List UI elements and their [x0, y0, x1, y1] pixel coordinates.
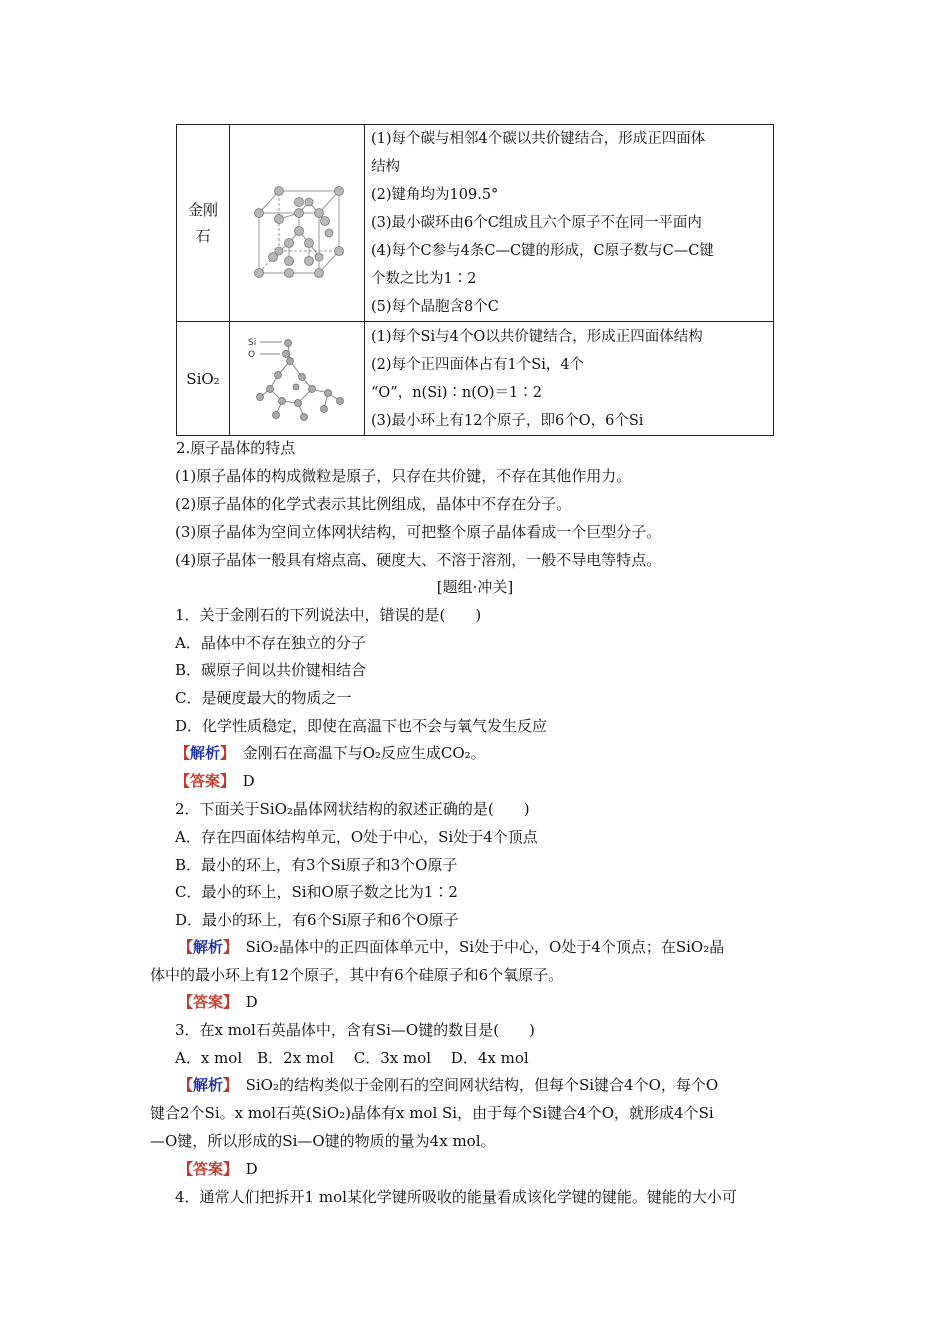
- q3-options: A．x mol B．2x mol C．3x mol D．4x mol: [175, 1049, 529, 1067]
- crystal-name-diamond: 金刚 石: [177, 125, 230, 322]
- q2-stem: 2．下面关于SiO₂晶体网状结构的叙述正确的是( ): [175, 800, 530, 818]
- q1-option-c: C．是硬度最大的物质之一: [175, 689, 352, 707]
- q2-analysis-line-2: 体中的最小环上有12个原子，其中有6个硅原子和6个氧原子。: [150, 966, 564, 984]
- si-label: Si: [248, 337, 257, 348]
- o-label: O: [248, 349, 256, 360]
- q1-analysis: 【解析】 金刚石在高温下与O₂反应生成CO₂。: [175, 744, 486, 762]
- q2-analysis-line-1: 【解析】 SiO₂晶体中的正四面体单元中，Si处于中心，O处于4个顶点；在SiO₂晶: [178, 938, 725, 956]
- q2-answer: 【答案】 D: [178, 993, 258, 1011]
- diamond-lattice-figure: [237, 161, 357, 281]
- q1-option-a: A．晶体中不存在独立的分子: [175, 634, 366, 652]
- answer-tag: 【答案】: [178, 1160, 231, 1178]
- q3-stem: 3．在x mol石英晶体中，含有Si—O键的数目是( ): [175, 1021, 535, 1039]
- diamond-description: (1)每个碳与相邻4个碳以共价键结合，形成正四面体 结构 (2)键角均为109.5° (3)最小碳环由6个C组成且六个原子不在同一平面内 (4)每个C参与4条C—C键的形成，C原子数与C—C键 个数之比为1∶2 (5)每个晶胞含8个C: [365, 125, 774, 322]
- answer-tag: 【答案】: [175, 772, 228, 790]
- q3-answer: 【答案】 D: [178, 1160, 258, 1178]
- analysis-tag: 【解析】: [175, 744, 228, 762]
- sio2-lattice-figure: [242, 331, 352, 423]
- q2-option-b: B．最小的环上，有3个Si原子和3个O原子: [175, 856, 458, 874]
- section2-item-3: (3)原子晶体为空间立体网状结构，可把整个原子晶体看成一个巨型分子。: [175, 523, 662, 541]
- table-row-sio2: [177, 322, 774, 436]
- q1-option-d: D．化学性质稳定，即使在高温下也不会与氧气发生反应: [175, 717, 548, 735]
- q3-analysis-line-3: —O键，所以形成的Si—O键的物质的量为4x mol。: [150, 1132, 496, 1150]
- analysis-tag: 【解析】: [178, 938, 231, 956]
- crystal-structure-table: [176, 124, 774, 436]
- analysis-tag: 【解析】: [178, 1076, 231, 1094]
- diamond-structure-image: [230, 125, 365, 322]
- q3-analysis-line-1: 【解析】 SiO₂的结构类似于金刚石的空间网状结构，但每个Si键合4个O，每个O: [178, 1076, 719, 1094]
- answer-tag: 【答案】: [178, 993, 231, 1011]
- section2-title: 2.原子晶体的特点: [176, 439, 296, 457]
- group-title: [题组·冲关]: [436, 578, 514, 596]
- q3-analysis-line-2: 键合2个Si。x mol石英(SiO₂)晶体有x mol Si，由于每个Si键合4个O，就形成4个Si: [150, 1104, 714, 1122]
- sio2-structure-image: [230, 322, 365, 436]
- section2-item-4: (4)原子晶体一般具有熔点高、硬度大、不溶于溶剂，一般不导电等特点。: [175, 551, 662, 569]
- q4-stem: 4．通常人们把拆开1 mol某化学键所吸收的能量看成该化学键的键能。键能的大小可: [175, 1188, 737, 1206]
- q2-option-a: A．存在四面体结构单元，O处于中心，Si处于4个顶点: [175, 828, 538, 846]
- q1-answer: 【答案】 D: [175, 772, 255, 790]
- q2-option-d: D．最小的环上，有6个Si原子和6个O原子: [175, 911, 459, 929]
- section2-item-1: (1)原子晶体的构成微粒是原子，只存在共价键，不存在其他作用力。: [175, 467, 632, 485]
- sio2-description: (1)每个Si与4个O以共价键结合，形成正四面体结构 (2)每个正四面体占有1个Si，4个 “O”，n(Si)∶n(O)＝1∶2 (3)最小环上有12个原子，即6个O，6个Si: [365, 322, 774, 436]
- table-row-diamond: [177, 125, 774, 322]
- q1-stem: 1．关于金刚石的下列说法中，错误的是( ): [175, 606, 482, 624]
- crystal-name-sio2: SiO₂: [177, 322, 230, 436]
- section2-item-2: (2)原子晶体的化学式表示其比例组成，晶体中不存在分子。: [175, 495, 572, 513]
- q2-option-c: C．最小的环上，Si和O原子数之比为1∶2: [175, 883, 458, 901]
- q1-option-b: B．碳原子间以共价键相结合: [175, 661, 367, 679]
